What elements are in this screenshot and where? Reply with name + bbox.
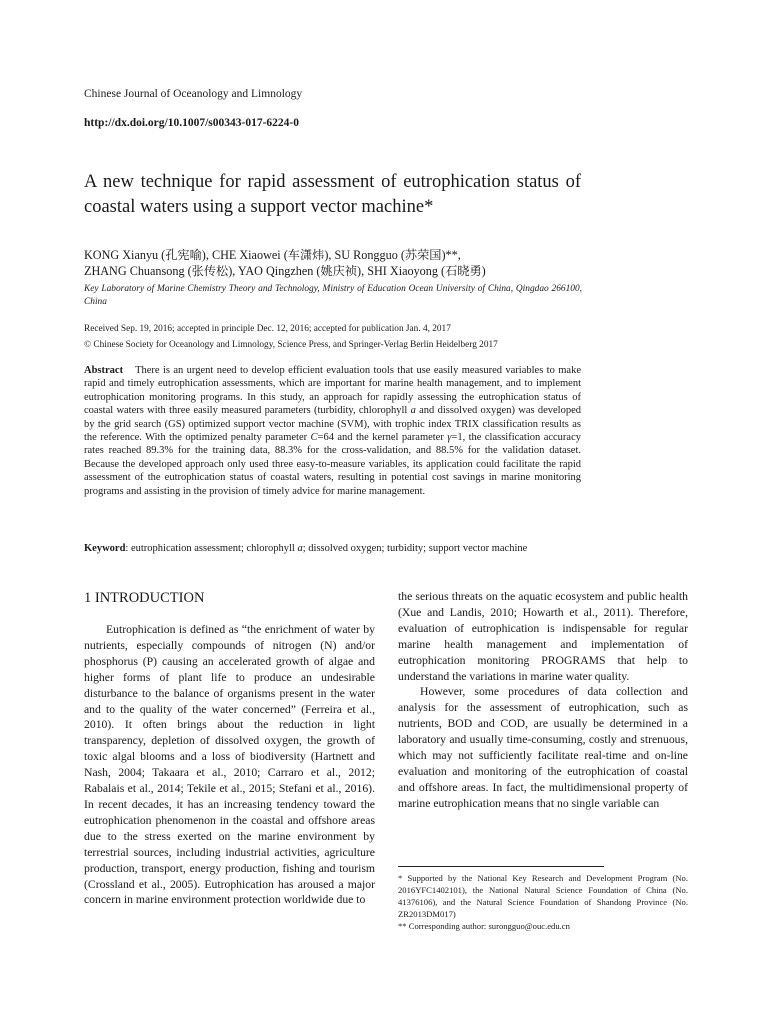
abstract-text-4: =1, the classification accuracy rates reached 89.3% for the training data, 88.3% for the cross-validation, and 88.5% for the validation dataset. Because the developed approach only used three easy-to-measure variables, its application could facilitate the rapid assessment of the eutrophication status of coastal waters, resulting in potential cost savings in marine monitoring programs and assisting in the provision of timely advice for marine management. [84,432,581,497]
footnotes [398,866,688,932]
abstract-text-1: There is an urgent need to develop efficient evaluation tools that use easily measured variables to make rapid and timely eutrophication assessments, which are important for marine health management, and to implement eutrophication monitoring programs. In this study, an approach for rapidly assessing the eutrophication status of coastal waters with three easily measured parameters (turbidity, chlorophyll [84,365,581,417]
paper-title: A new technique for rapid assessment of eutrophication status of coastal waters using a support vector machine* [84,172,581,217]
doi-link[interactable]: http://dx.doi.org/10.1007/s00343-017-6224-0 [84,117,299,129]
abstract-text-2: and dissolved oxygen) was developed by the grid search (GS) optimized support vector machine (SVM), with trophic index TRIX classification results as the reference. With the optimized penalty parameter [84,405,581,444]
abstract-italic-c: C [310,432,318,444]
author-line-2: ZHANG Chuansong (张传松), YAO Qingzhen (姚庆祯), SHI Xiaoyong (石晓勇) [84,264,486,278]
intro-paragraph-1-continued: the serious threats on the aquatic ecosystem and public health (Xue and Landis, 2010; Howarth et al., 2011). Therefore, evaluation of eutrophication is indispensable for regular marine health management and implementation of eutrophication monitoring PROGRAMS that help to understand the variations in marine water quality. [398,590,688,683]
received-dates: Received Sep. 19, 2016; accepted in principle Dec. 12, 2016; accepted for publication Jan. 4, 2017 [84,324,451,334]
keyword-label: Keyword [84,543,126,554]
keyword-italic-a: a [297,543,303,554]
publication-dates [84,321,584,353]
copyright-notice: © Chinese Society for Oceanology and Limnology, Science Press, and Springer-Verlag Berlin Heidelberg 2017 [84,340,498,350]
author-line-1: KONG Xianyu (孔宪喻), CHE Xiaowei (车潇炜), SU Rongguo (苏荣国)**, [84,248,461,262]
intro-paragraph-1: Eutrophication is defined as “the enrichment of water by nutrients, especially compounds of nitrogen (N) and/or phosphorus (P) causing an accelerated growth of algae and higher forms of plant life to produce an undesirable disturbance to the balance of organisms present in the water and to the quality of the water concerned” (Ferreira et al., 2010). It often brings about the reduction in light transparency, depletion of dissolved oxygen, the growth of toxic algal blooms and a loss of biodiversity (Hartnett and Nash, 2004; Takaara et al., 2010; Carraro et al., 2012; Rabalais et al., 2014; Tekile et al., 2015; Stefani et al., 2016). In recent decades, it has an increasing tendency toward the eutrophication phenomenon in the coastal and offshore areas due to the stress exerted on the marine environment by terrestrial sources, including industrial activities, agriculture production, transport, energy production, fishing and tourism (Crossland et al., 2005). Eutrophication has aroused a major concern in marine environment protection worldwide due to [84,623,375,907]
affiliation: Key Laboratory of Marine Chemistry Theory and Technology, Ministry of Education Ocean University of China, Qingdao 266100, China [84,284,582,307]
abstract-text-3: =64 and the kernel parameter [317,432,448,444]
keyword-text-1: : eutrophication assessment; chlorophyll [125,543,298,554]
right-column [398,589,688,812]
abstract-italic-a: a [410,405,416,417]
left-column [84,589,375,908]
keywords [84,542,584,556]
footnote-funding: * Supported by the National Key Research and Development Program (No. 2016YFC1402101), the National Natural Science Foundation of China (No. 41376106), and the Natural Science Foundation of Shandong Province (No. ZR2013DM017) [398,873,688,919]
abstract-label: Abstract [84,365,124,376]
keyword-text-2: ; dissolved oxygen; turbidity; support vector machine [302,543,528,554]
abstract-italic-gamma: γ [447,432,452,444]
intro-paragraph-2: However, some procedures of data collection and analysis for the assessment of eutrophication, such as nutrients, BOD and COD, are usually be determined in a laboratory and usually time-consuming, costly and strenuous, which may not sufficiently facilitate real-time and on-line evaluation and monitoring of the eutrophication of coastal and offshore areas. In fact, the multidimensional property of marine eutrophication means that no single variable can [398,685,688,810]
journal-name: Chinese Journal of Oceanology and Limnology [84,88,303,100]
section-heading-introduction: 1 INTRODUCTION [84,590,205,606]
abstract [84,364,581,498]
footnote-divider [398,866,604,867]
author-list [84,247,584,279]
footnote-corresponding-author: ** Corresponding author: surongguo@ouc.edu.cn [398,921,570,931]
